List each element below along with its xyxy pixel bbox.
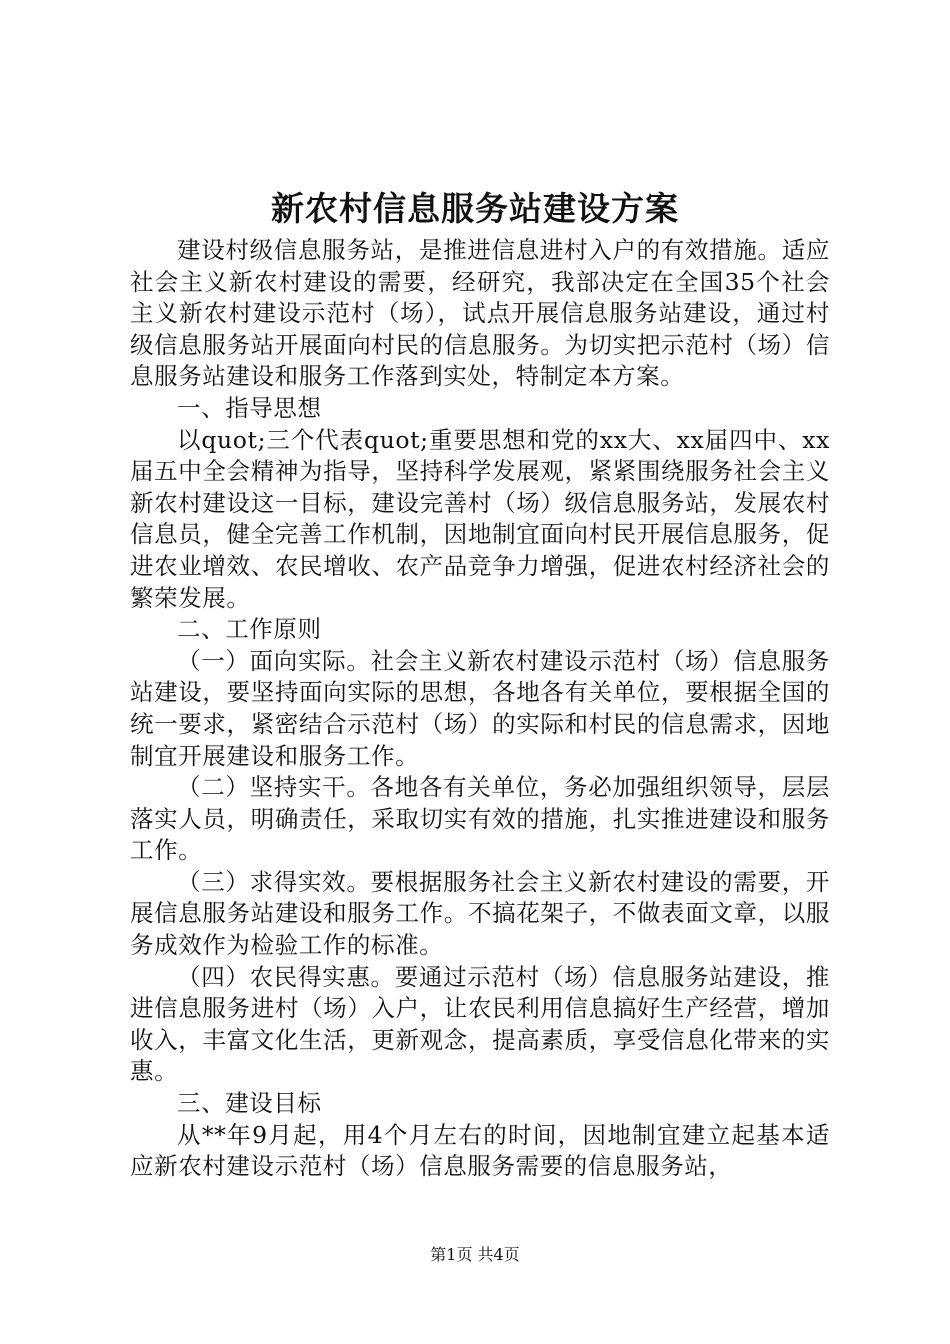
- paragraph-principle-3: （三）求得实效。要根据服务社会主义新农村建设的需要，开展信息服务站建设和服务工作。不搞花架子，不做表面文章，以服务成效作为检验工作的标准。: [130, 867, 830, 960]
- section-heading-construction-goals: 三、建设目标: [177, 1089, 322, 1118]
- paragraph-principle-1: （一）面向实际。社会主义新农村建设示范村（场）信息服务站建设，要坚持面向实际的思想，各地各有关单位，要根据全国的统一要求，紧密结合示范村（场）的实际和村民的信息需求，因地制宜开展建设和服务工作。: [130, 646, 830, 770]
- paragraph-principle-2: （二）坚持实干。各地各有关单位，务必加强组织领导，层层落实人员，明确责任，采取切实有效的措施，扎实推进建设和服务工作。: [130, 773, 830, 865]
- paragraph-guiding-ideology: 以quot;三个代表quot;重要思想和党的xx大、xx届四中、xx届五中全会精神为指导，坚持科学发展观，紧紧围绕服务社会主义新农村建设这一目标，建设完善村（场）级信息服务站，发展农村信息员，健全完善工作机制，因地制宜面向村民开展信息服务，促进农业增效、农民增收、农产品竞争力增强，促进农村经济社会的繁荣发展。: [130, 425, 830, 612]
- paragraph-construction-goals: 从**年9月起，用4个月左右的时间，因地制宜建立起基本适应新农村建设示范村（场）信息服务需要的信息服务站，: [130, 1120, 830, 1181]
- paragraph-principle-4: （四）农民得实惠。要通过示范村（场）信息服务站建设，推进信息服务进村（场）入户，让农民利用信息搞好生产经营，增加收入，丰富文化生活，更新观念，提高素质，享受信息化带来的实惠。: [130, 962, 830, 1086]
- paragraph-intro: 建设村级信息服务站，是推进信息进村入户的有效措施。适应社会主义新农村建设的需要，经研究，我部决定在全国35个社会主义新农村建设示范村（场），试点开展信息服务站建设，通过村级信息服务站开展面向村民的信息服务。为切实把示范村（场）信息服务站建设和服务工作落到实处，特制定本方案。: [130, 236, 830, 391]
- section-heading-guiding-ideology: 一、指导思想: [177, 393, 322, 422]
- section-heading-work-principles: 二、工作原则: [177, 615, 322, 644]
- document-body: [130, 235, 830, 1183]
- document-title: 新农村信息服务站建设方案: [271, 189, 679, 228]
- page-footer: 第1页 共4页: [430, 1245, 520, 1264]
